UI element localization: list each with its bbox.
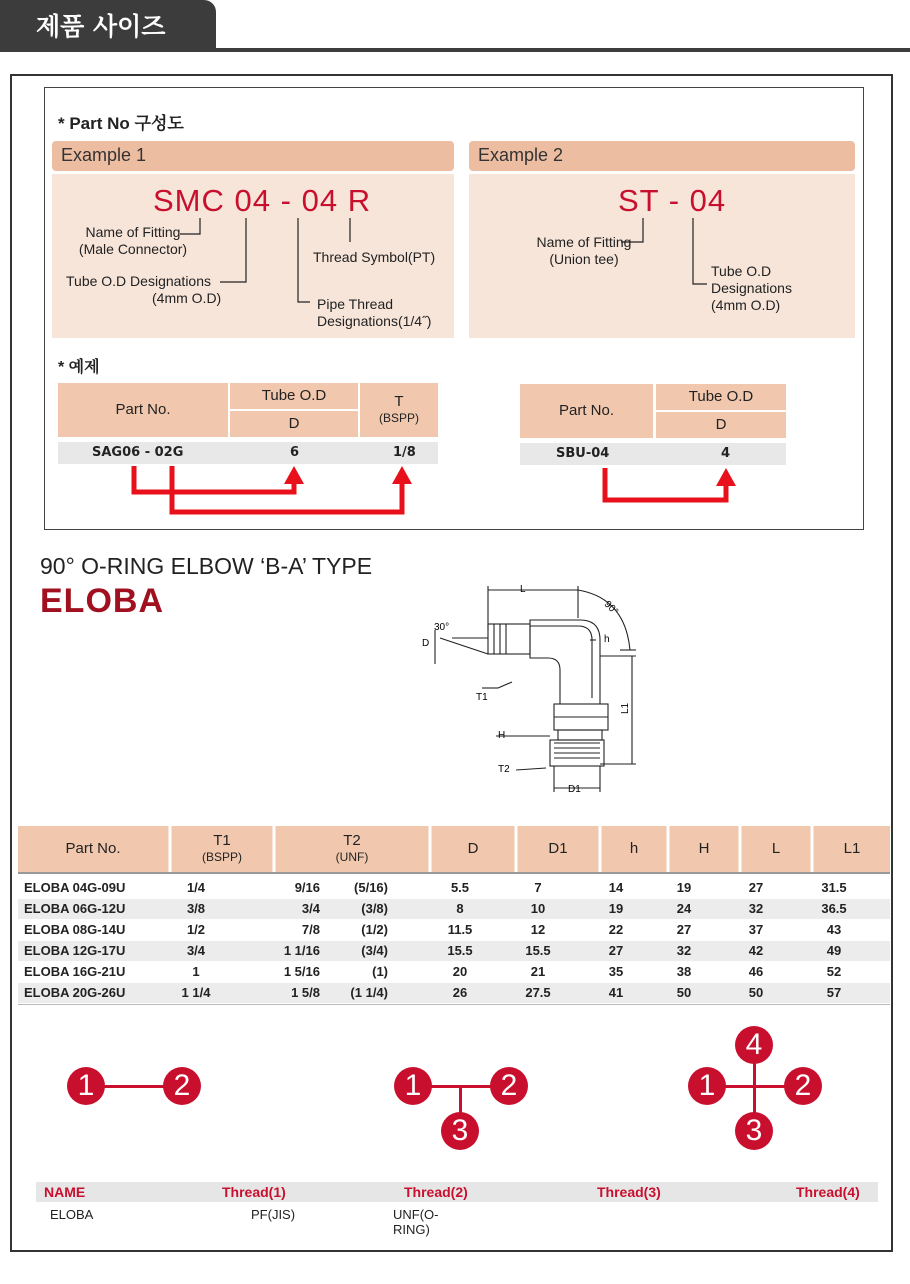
spec-cell: (1/2) <box>361 922 388 937</box>
thread-h-4: Thread(4) <box>796 1184 860 1200</box>
code-st: ST <box>618 183 660 218</box>
spec-cell: 41 <box>608 985 624 1000</box>
spec-cell: 22 <box>608 922 624 937</box>
dim-D: D <box>422 638 430 649</box>
spec-cell: 52 <box>826 964 842 979</box>
spec-cell: 3/4 <box>301 901 320 916</box>
spec-cell: 1 5/8 <box>291 985 320 1000</box>
product-title: ELOBA <box>40 582 164 620</box>
spec-cell: 49 <box>826 943 842 958</box>
dim-90: 90° <box>601 598 621 618</box>
spec-cell: 50 <box>676 985 692 1000</box>
spec-cell: 21 <box>530 964 546 979</box>
ex2-tube-od: Tube O.D Designations (4mm O.D) <box>711 263 792 313</box>
spec-h-d1: D1 <box>548 840 568 857</box>
spec-cell: 10 <box>530 901 546 916</box>
t1-part-no-header: Part No. <box>58 383 228 437</box>
thread-h-2: Thread(2) <box>404 1184 468 1200</box>
example1-header: Example 1 <box>52 141 454 171</box>
port-2-icon: 2 <box>490 1067 528 1105</box>
spec-cell: 27 <box>748 880 764 895</box>
spec-cell: 27 <box>608 943 624 958</box>
ex1-name-of-fitting: Name of Fitting (Male Connector) <box>78 224 188 257</box>
dim-T1: T1 <box>476 692 488 703</box>
dim-T2: T2 <box>498 764 510 775</box>
dim-D1: D1 <box>568 784 581 795</box>
spec-h-L1: L1 <box>843 840 861 857</box>
spec-h-h: h <box>629 840 639 857</box>
section-tab: 제품 사이즈 <box>0 0 216 50</box>
port-1-icon: 1 <box>67 1067 105 1105</box>
spec-cell: 1 1/16 <box>283 943 320 958</box>
spec-cell: 12 <box>530 922 546 937</box>
spec-row <box>18 920 890 940</box>
spec-cell: 27 <box>676 922 692 937</box>
spec-row <box>18 899 890 919</box>
thread-v-name: ELOBA <box>50 1207 94 1222</box>
dim-L1: L1 <box>620 702 631 714</box>
dim-30: 30° <box>434 622 450 633</box>
spec-cell: (1) <box>372 964 388 979</box>
ex1-tube-od: Tube O.D Designations (4mm O.D) <box>66 273 222 306</box>
spec-h-H: H <box>698 840 710 857</box>
ex2-name-of-fitting: Name of Fitting (Union tee) <box>536 234 632 267</box>
code-dash: - <box>280 183 292 218</box>
spec-cell: 9/16 <box>294 880 320 895</box>
spec-cell: 20 <box>452 964 468 979</box>
spec-cell: 32 <box>676 943 692 958</box>
example-title: * 예제 <box>58 359 100 376</box>
dim-L: L <box>520 584 526 595</box>
code-r: R <box>347 183 372 218</box>
port-3-icon: 3 <box>441 1112 479 1150</box>
spec-cell: 1 1/4 <box>181 985 211 1000</box>
thread-h-1: Thread(1) <box>222 1184 286 1200</box>
spec-header-dividers <box>0 826 910 872</box>
spec-cell: 19 <box>676 880 692 895</box>
spec-row <box>18 983 890 1003</box>
spec-cell: 27.5 <box>525 985 551 1000</box>
port-1-icon: 1 <box>394 1067 432 1105</box>
thread-h-name: NAME <box>44 1184 86 1200</box>
code-04c: 04 <box>689 183 727 218</box>
spec-cell: 8 <box>456 901 464 916</box>
t2-part-value: SBU-04 <box>556 446 610 461</box>
spec-cell: 46 <box>748 964 764 979</box>
spec-bottom-rule <box>18 1004 890 1005</box>
example2-header: Example 2 <box>469 141 855 171</box>
thread-h-3: Thread(3) <box>597 1184 661 1200</box>
example-arrows <box>0 0 910 530</box>
spec-h-L: L <box>771 840 781 857</box>
spec-cell: 5.5 <box>450 880 470 895</box>
t1-t-value: 1/8 <box>393 445 416 460</box>
t1-tube-od-header: Tube O.D <box>230 383 358 409</box>
spec-cell: 31.5 <box>821 880 847 895</box>
spec-cell: (1 1/4) <box>350 985 388 1000</box>
code-04a: 04 <box>234 183 271 218</box>
spec-cell: (5/16) <box>354 880 388 895</box>
spec-row <box>18 941 890 961</box>
t1-t-header: T (BSPP) <box>360 383 438 437</box>
spec-cell: ELOBA 06G-12U <box>24 901 126 916</box>
spec-cell: 7/8 <box>301 922 320 937</box>
spec-cell: 19 <box>608 901 624 916</box>
spec-cell: 36.5 <box>821 901 847 916</box>
spec-cell: (3/8) <box>361 901 388 916</box>
t1-d-header: D <box>230 411 358 437</box>
port-2-icon: 2 <box>163 1067 201 1105</box>
spec-h-t1: T1 (BSPP) <box>201 832 242 864</box>
ex1-pipe-thread: Pipe Thread Designations(1/4˝) <box>317 296 432 329</box>
spec-cell: 15.5 <box>525 943 551 958</box>
ex1-thread-symbol: Thread Symbol(PT) <box>313 249 436 265</box>
spec-cell: 43 <box>826 922 842 937</box>
spec-cell: 26 <box>452 985 468 1000</box>
spec-cell: ELOBA 08G-14U <box>24 922 126 937</box>
spec-cell: 3/4 <box>186 943 206 958</box>
thread-v-2: UNF(O-RING) <box>393 1207 439 1237</box>
spec-cell: 11.5 <box>447 922 473 937</box>
spec-cell: 1 <box>192 964 200 979</box>
t2-part-no-header: Part No. <box>520 384 653 438</box>
spec-cell: ELOBA 04G-09U <box>24 880 126 895</box>
port-3-icon: 3 <box>735 1112 773 1150</box>
t2-d-value: 4 <box>721 446 731 461</box>
code-dash2: - <box>668 183 681 218</box>
spec-cell: ELOBA 16G-21U <box>24 964 126 979</box>
dim-h: h <box>604 634 610 645</box>
port-4-icon: 4 <box>735 1026 773 1064</box>
spec-cell: 7 <box>534 880 542 895</box>
t2-d-header: D <box>656 412 786 438</box>
spec-cell: ELOBA 20G-26U <box>24 985 126 1000</box>
spec-cell: 35 <box>608 964 624 979</box>
code-smc: SMC <box>153 183 225 218</box>
spec-cell: 24 <box>676 901 692 916</box>
spec-row <box>18 962 890 982</box>
thread-v-1: PF(JIS) <box>251 1207 296 1222</box>
spec-h-d: D <box>467 840 479 857</box>
spec-h-t2: T2 (UNF) <box>335 832 369 864</box>
t1-d-value: 6 <box>290 445 300 460</box>
spec-cell: ELOBA 12G-17U <box>24 943 126 958</box>
spec-h-partno: Part No. <box>65 840 121 857</box>
part-no-title: * Part No 구성도 <box>58 114 184 133</box>
port-2-icon: 2 <box>784 1067 822 1105</box>
spec-cell: 38 <box>676 964 692 979</box>
spec-row <box>18 878 890 898</box>
spec-rule <box>18 872 890 874</box>
port-1-icon: 1 <box>688 1067 726 1105</box>
spec-cell: 37 <box>748 922 764 937</box>
product-subtitle: 90° O-RING ELBOW ‘B-A’ TYPE <box>40 553 373 579</box>
spec-cell: (3/4) <box>361 943 388 958</box>
spec-cell: 32 <box>748 901 764 916</box>
spec-cell: 14 <box>608 880 624 895</box>
dim-H: H <box>498 730 506 741</box>
spec-cell: 42 <box>748 943 764 958</box>
spec-cell: 50 <box>748 985 764 1000</box>
spec-cell: 57 <box>826 985 842 1000</box>
t2-tube-od-header: Tube O.D <box>656 384 786 410</box>
elbow-drawing <box>420 578 650 803</box>
t1-part-value: SAG06 - 02G <box>92 445 184 460</box>
spec-cell: 1/4 <box>186 880 206 895</box>
spec-cell: 1 5/16 <box>283 964 320 979</box>
spec-cell: 3/8 <box>186 901 206 916</box>
spec-cell: 15.5 <box>447 943 473 958</box>
code-04b: 04 <box>301 183 339 218</box>
spec-cell: 1/2 <box>186 922 206 937</box>
